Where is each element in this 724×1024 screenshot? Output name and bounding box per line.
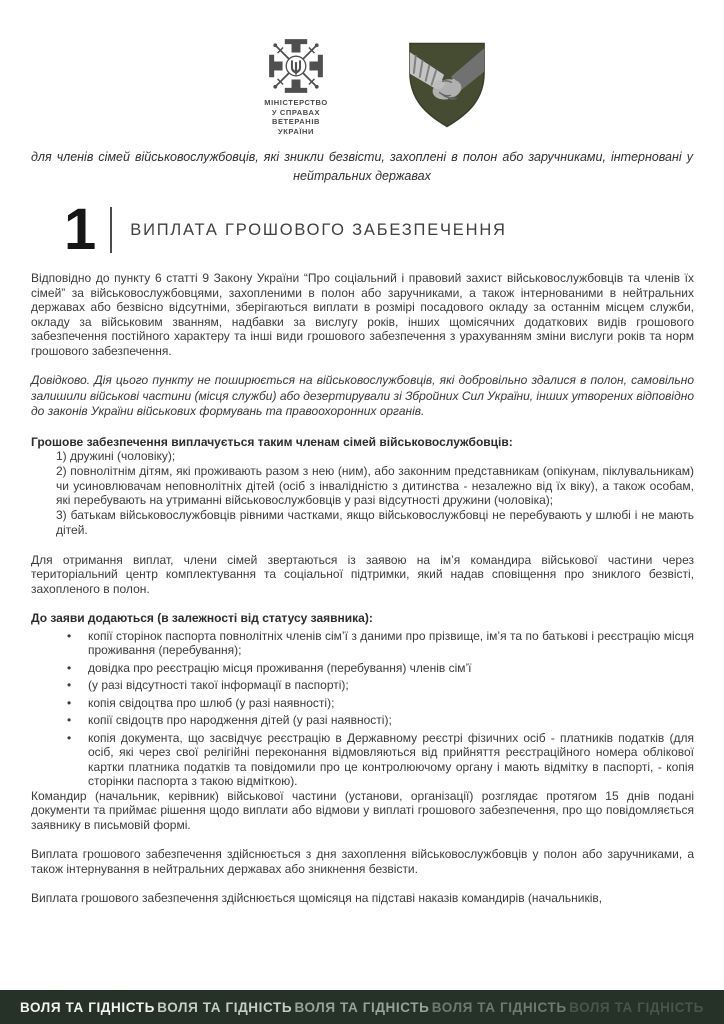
- handshake-shield-icon: [406, 38, 488, 131]
- legal-basis-paragraph: Відповідно до пункту 6 статті 9 Закону України “Про соціальний і правовий захист військовослужбовців та членів їх сімей” за військовослужбовцями, захопленими в полон або заручниками, а також інтернованими в нейтральних державах або безвісно відсутніми, зберігаються виплати в розмірі посадового окладу за останнім місцем служби, окладу за військовим званням, надбавки за вислугу років, інших щомісячних додаткових видів грошового забезпечення постійного характеру та інші види грошового забезпечення з урахуванням зміни вислуги років та норм грошового забезпечення.: [31, 271, 694, 358]
- list-item: • (у разі відсутності такої інформації в паспорті);: [61, 678, 694, 693]
- section-header: [64, 197, 693, 262]
- recipients-list: [31, 449, 694, 538]
- section-number: 1: [64, 197, 95, 262]
- recipients-heading: Грошове забезпечення виплачується таким членам сімей військовослужбовців:: [31, 434, 513, 449]
- footer-slogan: ВОЛЯ ТА ГІДНІСТЬ: [157, 999, 293, 1015]
- ministry-emblem-icon: [265, 38, 327, 94]
- recipient-item: 2) повнолітнім дітям, які проживають разом з нею (ним), або законним представникам (опікунам, піклувальникам) чи усиновлювачам неповнолітніх дітей (осіб з інвалідністю з дитинства - незалежно від їх віку), а також особам, які перебувають на утриманні військовослужбовців у разі відсутності дружини (чоловіка);: [56, 463, 694, 508]
- footer-bar: [0, 990, 724, 1024]
- section-divider: [110, 207, 112, 253]
- documents-list: [31, 629, 694, 789]
- ministry-caption-line: УКРАЇНИ: [277, 126, 315, 136]
- ministry-caption-line: МІНІСТЕРСТВО: [264, 98, 328, 107]
- list-item: • довідка про реєстрацію місця проживання (перебування) членів сім’ї: [61, 661, 694, 676]
- footer-slogan: ВОЛЯ ТА ГІДНІСТЬ: [294, 999, 430, 1015]
- intro-subtitle: для членів сімей військовослужбовців, які зникли безвісти, захоплені в полон або заручниками, інтерновані у нейтральних державах: [31, 150, 693, 183]
- recipient-item: 1) дружині (чоловіку);: [56, 449, 176, 463]
- documents-heading: До заяви додаються (в залежності від статусу заявника):: [31, 611, 373, 626]
- commander-decision-paragraph: Командир (начальник, керівник) військової частини (установи, організації) розглядає протягом 15 днів подані документи та приймає рішення щодо виплати або відмови у виплаті грошового забезпечення, про що повідомляється заявнику в письмовій формі.: [31, 788, 694, 832]
- ministry-logo: [236, 38, 356, 136]
- ministry-caption-line: ВЕТЕРАНІВ: [271, 117, 321, 126]
- ministry-caption: [264, 98, 328, 136]
- recipient-item: 3) батькам військовослужбовців рівними частками, якщо військовослужбовці не перебувають у шлюбі і не мають дітей.: [56, 508, 694, 537]
- section-title: ВИПЛАТА ГРОШОВОГО ЗАБЕЗПЕЧЕННЯ: [130, 220, 507, 239]
- payment-monthly-paragraph: Виплата грошового забезпечення здійснюється щомісяця на підставі наказів командирів (начальників,: [31, 891, 603, 906]
- application-paragraph: Для отримання виплат, члени сімей звертаються із заявою на ім’я командира військової частини через територіальний центр комплектування та соціальної підтримки, який надав сповіщення про зниклого безвісті, захопленого в полон.: [31, 552, 694, 596]
- note-paragraph: Довідково. Дія цього пункту не поширюється на військовослужбовців, які добровільно здалися в полон, самовільно залишили військові частини (місця служби) або дезертирували зі Збройних Сил України, інших утворених відповідно до законів України військових формувань та правоохоронних органів.: [31, 373, 694, 418]
- header: [0, 0, 724, 134]
- footer-slogan: ВОЛЯ ТА ГІДНІСТЬ: [569, 999, 704, 1015]
- list-item: • копія документа, що засвідчує реєстрацію в Державному реєстрі фізичних осіб - платників податків (для осіб, які через свої релігійні переконання відмовляються від прийняття реєстраційного номера облікової картки платника податків та повідомили про це контролюючому органу і мають відмітку в паспорті, - копія сторінки паспорта з такою відміткою).: [61, 731, 694, 789]
- ministry-caption-line: У СПРАВАХ: [271, 107, 321, 117]
- payment-start-paragraph: Виплата грошового забезпечення здійснюється з дня захоплення військовослужбовців у полон або заручниками, а також інтернування в нейтральних державах або зникнення безвісти.: [31, 847, 694, 876]
- document-body: [31, 271, 694, 906]
- footer-slogan: ВОЛЯ ТА ГІДНІСТЬ: [20, 999, 155, 1015]
- list-item: • копія свідоцтва про шлюб (у разі наявності);: [61, 696, 694, 711]
- list-item: • копії сторінок паспорта повнолітніх членів сім’ї з даними про прізвище, ім’я та по батькові і реєстрацію місця проживання (перебування);: [61, 629, 694, 658]
- list-item: • копії свідоцтв про народження дітей (у разі наявності);: [61, 713, 694, 728]
- footer-slogan: ВОЛЯ ТА ГІДНІСТЬ: [431, 999, 567, 1015]
